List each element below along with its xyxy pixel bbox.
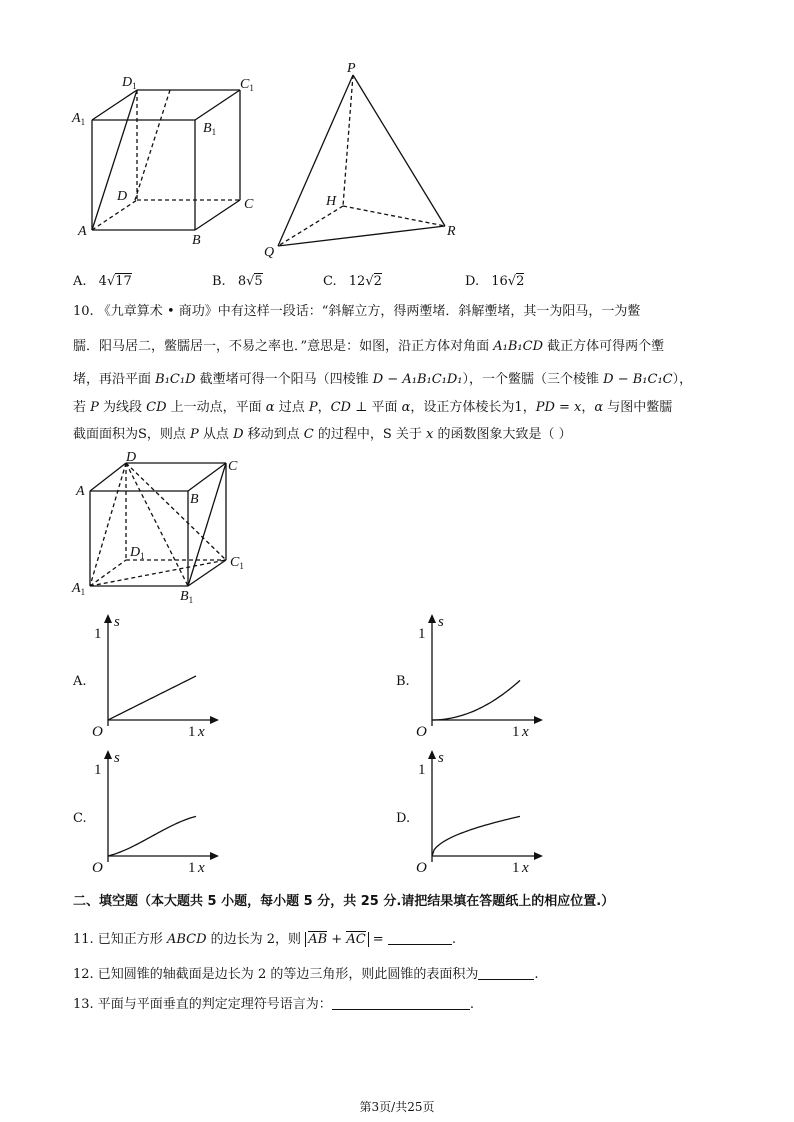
x-tick-label: 1 xyxy=(512,860,520,876)
q10-option-d-label[interactable]: D. xyxy=(396,811,411,826)
x-axis-arrow xyxy=(534,716,543,724)
function-curve xyxy=(108,676,196,720)
q9-option-d[interactable]: D. 16√2 xyxy=(465,274,525,289)
origin-label: O xyxy=(416,724,427,740)
q9-cube-figure xyxy=(92,90,240,230)
q11: 11. 已知正方形 ABCD 的边长为 2，则 AB + AC = . xyxy=(73,932,456,947)
q10-line-1: 10. 《九章算术 • 商功》中有这样一段话：“斜解立方，得两壍堵．斜解壍堵，其一为阳马，一为鳖 xyxy=(73,304,641,319)
q12-answer-blank[interactable] xyxy=(478,967,534,980)
origin-label: O xyxy=(92,724,103,740)
q11-answer-blank[interactable] xyxy=(388,932,452,945)
sqrt-symbol: √ xyxy=(507,274,517,289)
q10-graph-b xyxy=(410,612,550,742)
y-tick-label: 1 xyxy=(418,762,426,778)
x-tick-label: 1 xyxy=(188,724,196,740)
sqrt-symbol: √ xyxy=(365,274,374,289)
q10-graph-d xyxy=(410,748,550,878)
svg-text:B1: $B_1$ xyxy=(180,589,194,605)
svg-text:A1: $A_1$ xyxy=(72,581,86,597)
y-tick-label: 1 xyxy=(418,626,426,642)
svg-text:D: D xyxy=(126,450,137,465)
svg-text:C1: $C_1$ xyxy=(240,77,254,93)
y-tick-label: 1 xyxy=(94,762,102,778)
q10-line-4: 若 P 为线段 CD 上一动点，平面 α 过点 P，CD ⊥ 平面 α，设正方体棱长为1，PD = x，α 与图中鳖臑 xyxy=(73,400,673,415)
x-axis-label: x xyxy=(522,860,529,876)
q10-option-c-label[interactable]: C. xyxy=(73,811,87,826)
svg-text:C: C xyxy=(244,197,254,212)
svg-text:P: P xyxy=(347,61,356,76)
svg-text:B: B xyxy=(192,233,201,248)
x-tick-label: 1 xyxy=(512,724,520,740)
y-axis-arrow xyxy=(104,614,112,623)
q10-line-3: 堵，再沿平面 B₁C₁D 截壍堵可得一个阳马（四棱锥 D − A₁B₁C₁D₁），一个鳖臑（三个棱锥 D − B₁C₁C）， xyxy=(73,372,693,387)
function-curve xyxy=(108,816,196,856)
svg-text:A: A xyxy=(76,484,85,499)
q12: 12. 已知圆锥的轴截面是边长为 2 的等边三角形，则此圆锥的表面积为 . xyxy=(73,967,539,982)
sqrt-symbol: √ xyxy=(246,274,255,289)
svg-text:R: R xyxy=(447,224,456,239)
q10-cube-figure xyxy=(60,448,260,608)
q9-option-b[interactable]: B. 8√5 xyxy=(212,274,263,289)
x-axis-arrow xyxy=(210,852,219,860)
section-2-heading: 二、填空题（本大题共 5 小题，每小题 5 分，共 25 分.请把结果填在答题纸上的相应位置.） xyxy=(73,894,615,909)
y-tick-label: 1 xyxy=(94,626,102,642)
y-axis-label: s xyxy=(438,614,444,630)
y-axis-label: s xyxy=(114,614,120,630)
svg-text:A: A xyxy=(78,224,87,239)
svg-text:Q: Q xyxy=(264,245,275,260)
svg-text:D1: $D_1$ xyxy=(130,545,145,561)
svg-text:D1: $D_1$ xyxy=(122,75,137,91)
q9-tetrahedron-labels xyxy=(264,61,456,260)
x-tick-label: 1 xyxy=(188,860,196,876)
q10-option-b-label[interactable]: B. xyxy=(396,674,410,689)
q10-line-5: 截面面积为S，则点 P 从点 D 移动到点 C 的过程中，S 关于 x 的函数图象大致是（ ） xyxy=(73,427,572,442)
q13: 13. 平面与平面垂直的判定定理符号语言为： . xyxy=(73,997,474,1012)
svg-text:C1: $C_1$ xyxy=(230,555,244,571)
function-curve xyxy=(432,816,520,856)
svg-text:H: H xyxy=(326,194,337,209)
y-axis-arrow xyxy=(428,614,436,623)
origin-label: O xyxy=(92,860,103,876)
svg-text:B1: $B_1$ xyxy=(203,121,217,137)
x-axis-arrow xyxy=(210,716,219,724)
y-axis-arrow xyxy=(104,750,112,759)
q9-option-c[interactable]: C. 12√2 xyxy=(323,274,382,289)
x-axis-label: x xyxy=(198,860,205,876)
page-number: 第3页/共25页 xyxy=(359,1100,435,1114)
x-axis-arrow xyxy=(534,852,543,860)
function-curve xyxy=(432,680,520,720)
svg-text:B: B xyxy=(190,492,199,507)
y-axis-arrow xyxy=(428,750,436,759)
q9-tetrahedron-figure xyxy=(278,75,445,246)
q10-line-2: 臑．阳马居二，鳖臑居一，不易之率也．”意思是：如图，沿正方体对角面 A₁B₁CD 截正方体可得两个壍 xyxy=(73,339,665,354)
q13-answer-blank[interactable] xyxy=(332,997,470,1010)
q10-graph-c xyxy=(86,748,226,878)
q9-option-a[interactable]: A. 4√17 xyxy=(73,274,132,289)
x-axis-label: x xyxy=(198,724,205,740)
svg-text:A1: $A_1$ xyxy=(72,111,86,127)
x-axis-label: x xyxy=(522,724,529,740)
y-axis-label: s xyxy=(114,750,120,766)
origin-label: O xyxy=(416,860,427,876)
q9-cube-labels xyxy=(71,75,254,248)
q10-option-a-label[interactable]: A. xyxy=(73,674,87,689)
y-axis-label: s xyxy=(438,750,444,766)
q10-graph-a xyxy=(86,612,226,742)
q9-figures xyxy=(60,60,580,270)
svg-text:D: D xyxy=(117,189,128,204)
svg-text:C: C xyxy=(228,459,238,474)
sqrt-symbol: √ xyxy=(106,274,116,289)
